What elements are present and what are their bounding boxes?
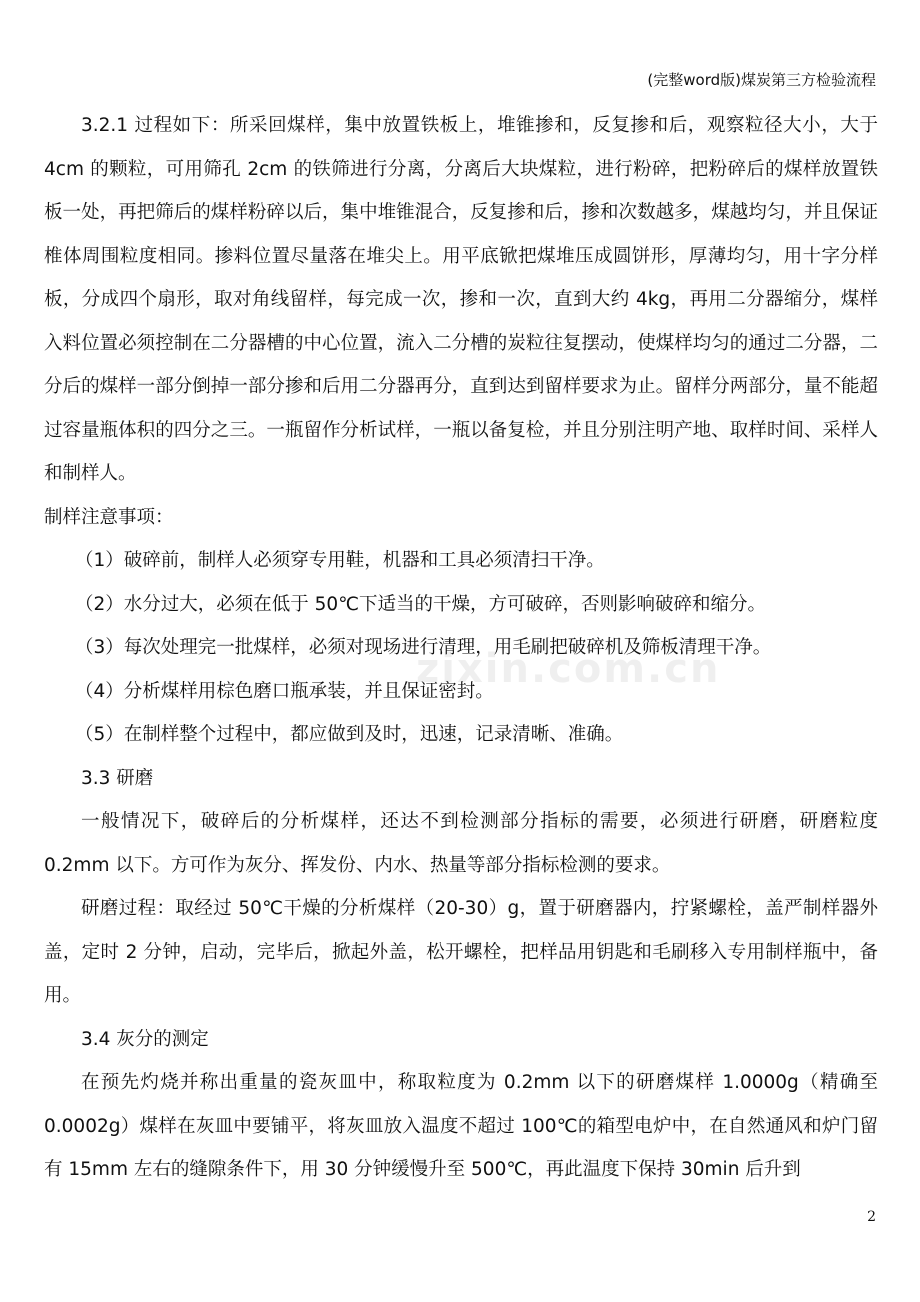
note-item-2: （2）水分过大，必须在低于 50℃下适当的干燥，方可破碎，否则影响破碎和缩分。 — [75, 593, 766, 615]
document-body — [44, 104, 878, 1192]
paragraph-3-3-process: 研磨过程：取经过 50℃干燥的分析煤样（20-30）g，置于研磨器内，拧紧螺栓，盖严制样器外盖，定时 2 分钟，启动，完毕后，掀起外盖，松开螺栓，把样品用钥匙和毛刷移入专用制样瓶中，备用。 — [44, 898, 878, 1006]
document-header-title: (完整word版)煤炭第三方检验流程 — [647, 71, 876, 89]
note-item-3: （3）每次处理完一批煤样，必须对现场进行清理，用毛刷把破碎机及筛板清理干净。 — [75, 637, 772, 658]
paragraph-3-4: 在预先灼烧并称出重量的瓷灰皿中，称取粒度为 0.2mm 以下的研磨煤样 1.0000g（精确至 0.0002g）煤样在灰皿中要铺平，将灰皿放入温度不超过 100℃的箱型电炉中，在自然通风和炉门留有 15mm 左右的缝隙条件下，用 30 分钟缓慢升至 500℃，再此温度下保持 30min 后升到 — [44, 1072, 878, 1180]
paragraph-3-3-intro: 一般情况下，破碎后的分析煤样，还达不到检测部分指标的需要，必须进行研磨，研磨粒度 0.2mm 以下。方可作为灰分、挥发份、内水、热量等部分指标检测的要求。 — [44, 811, 878, 876]
notes-heading: 制样注意事项： — [44, 506, 174, 528]
note-item-5: （5）在制样整个过程中，都应做到及时，迅速，记录清晰、准确。 — [75, 724, 624, 745]
section-heading-3-3: 3.3 研磨 — [81, 767, 154, 789]
paragraph-3-2-1: 3.2.1 过程如下：所采回煤样，集中放置铁板上，堆锥掺和，反复掺和后，观察粒径大小，大于 4cm 的颗粒，可用筛孔 2cm 的铁筛进行分离，分离后大块煤粒，进行粉碎，把粉碎后的煤样放置铁板一处，再把筛后的煤样粉碎以后，集中堆锥混合，反复掺和后，掺和次数越多，煤越均匀，并且保证椎体周围粒度相同。掺料位置尽量落在堆尖上。用平底锨把煤堆压成圆饼形，厚薄均匀，用十字分样板，分成四个扇形，取对角线留样，每完成一次，掺和一次，直到大约 4kg，再用二分器缩分，煤样入料位置必须控制在二分器槽的中心位置，流入二分槽的炭粒往复摆动，使煤样均匀的通过二分器，二分后的煤样一部分倒掉一部分掺和后用二分器再分，直到达到留样要求为止。留样分两部分，量不能超过容量瓶体积的四分之三。一瓶留作分析试样，一瓶以备复检，并且分别注明产地、取样时间、采样人和制样人。 — [44, 115, 878, 484]
note-item-1: （1）破碎前，制样人必须穿专用鞋，机器和工具必须清扫干净。 — [75, 550, 605, 571]
note-item-4: （4）分析煤样用棕色磨口瓶承装，并且保证密封。 — [75, 680, 494, 702]
section-heading-3-4: 3.4 灰分的测定 — [81, 1028, 209, 1050]
watermark: zixin.com.cn — [416, 646, 721, 692]
page-number: 2 — [867, 1209, 876, 1225]
